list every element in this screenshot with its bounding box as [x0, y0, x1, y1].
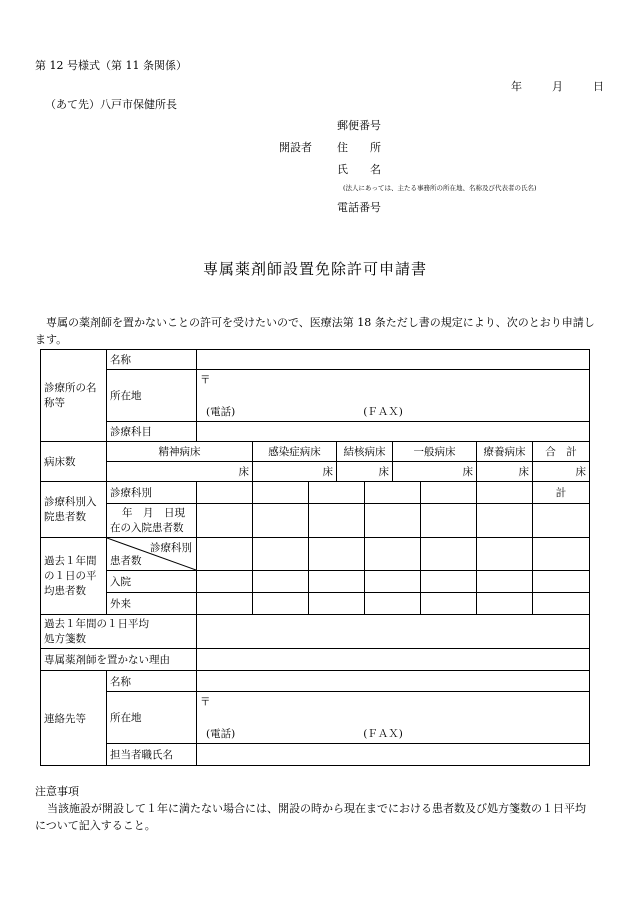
postal-mark: 〒 [200, 374, 211, 386]
avg-dept-4[interactable] [365, 538, 421, 571]
avg-outpatient-6[interactable] [477, 593, 533, 615]
avg-dept-5[interactable] [421, 538, 477, 571]
notes-text: 当該施設が開設して１年に満たない場合には、開設の時から現在までにおける患者数及び処方箋数の１日平均について記入すること。 [35, 802, 586, 832]
contact-fax-label: (ＦＡＸ) [363, 727, 403, 740]
bed-count-psychiatric[interactable]: 床 [107, 462, 253, 482]
date-year-label: 年 [511, 80, 522, 93]
bed-type-general: 一般病床 [393, 442, 477, 462]
phone-label: 電話番号 [337, 201, 381, 214]
avg-outpatient-3[interactable] [309, 593, 365, 615]
avg-inpatient-6[interactable] [477, 571, 533, 593]
current-inpatients-6[interactable] [477, 504, 533, 538]
avg-dept-3[interactable] [309, 538, 365, 571]
postal-code-label: 郵便番号 [337, 119, 381, 132]
clinic-postal-field[interactable] [197, 370, 590, 402]
current-inpatients-2[interactable] [253, 504, 309, 538]
contact-name-label: 名称 [107, 671, 197, 692]
dept-col-6[interactable] [477, 482, 533, 504]
avg-dept-1[interactable] [197, 538, 253, 571]
contact-phone-field[interactable] [197, 724, 590, 744]
current-inpatients-4[interactable] [365, 504, 421, 538]
avg-patients-group-label: 過去１年間の１日の平均患者数 [41, 538, 107, 615]
avg-outpatient-1[interactable] [197, 593, 253, 615]
reason-field[interactable] [197, 649, 590, 671]
address-label: 住 所 [337, 141, 381, 154]
avg-inpatient-2[interactable] [253, 571, 309, 593]
contact-name-field[interactable] [197, 671, 590, 692]
current-inpatients-3[interactable] [309, 504, 365, 538]
current-inpatients-1[interactable] [197, 504, 253, 538]
avg-inpatient-4[interactable] [365, 571, 421, 593]
avg-inpatient-5[interactable] [421, 571, 477, 593]
beds-group-label: 病床数 [41, 442, 107, 482]
name-label: 氏 名 [337, 163, 381, 176]
bed-type-infectious: 感染症病床 [253, 442, 337, 462]
avg-dept-2[interactable] [253, 538, 309, 571]
avg-inpatient-3[interactable] [309, 571, 365, 593]
avg-prescriptions-label: 過去１年間の１日平均 処方箋数 [41, 615, 197, 649]
inpatients-group-label: 診療科別入院患者数 [41, 482, 107, 538]
dept-by-label: 診療科別 [107, 482, 197, 504]
bed-type-psychiatric: 精神病床 [107, 442, 253, 462]
document-title: 専属薬剤師設置免除許可申請書 [202, 260, 427, 278]
avg-outpatient-5[interactable] [421, 593, 477, 615]
dept-col-4[interactable] [365, 482, 421, 504]
bed-count-tuberculosis[interactable]: 床 [337, 462, 393, 482]
person-label: 担当者職氏名 [107, 744, 197, 766]
bed-type-tuberculosis: 結核病床 [337, 442, 393, 462]
contact-postal-field[interactable] [197, 692, 590, 724]
avg-outpatient-total[interactable] [533, 593, 590, 615]
bed-count-general[interactable]: 床 [393, 462, 477, 482]
avg-dept-total[interactable] [533, 538, 590, 571]
avg-prescriptions-field[interactable] [197, 615, 590, 649]
bed-count-longterm[interactable]: 床 [477, 462, 533, 482]
date-month-label: 月 [552, 80, 563, 93]
outpatient-label: 外来 [107, 593, 197, 615]
clinic-group-label: 診療所の名称等 [41, 350, 107, 442]
contact-group-label: 連絡先等 [41, 671, 107, 766]
current-inpatients-label: 年 月 日現 在の入院患者数 [107, 504, 197, 538]
current-inpatients-5[interactable] [421, 504, 477, 538]
avg-outpatient-2[interactable] [253, 593, 309, 615]
reason-label: 専属薬剤師を置かない理由 [41, 649, 197, 671]
intro-text: 専属の薬剤師を置かないことの許可を受けたいので、医療法第 18 条ただし書の規定により、次のとおり申請します。 [35, 316, 595, 346]
departments-label: 診療科目 [107, 422, 197, 442]
fax-label: (ＦＡＸ) [363, 405, 403, 418]
dept-col-3[interactable] [309, 482, 365, 504]
dept-col-5[interactable] [421, 482, 477, 504]
corporation-note: (法人にあっては、主たる事務所の所在地、名称及び代表者の氏名) [343, 184, 537, 192]
clinic-name-field[interactable] [197, 350, 590, 370]
application-date [511, 78, 604, 94]
form-number: 第 12 号様式（第 11 条関係） [35, 59, 187, 72]
dept-col-2[interactable] [253, 482, 309, 504]
addressee: （あて先）八戸市保健所長 [45, 98, 177, 111]
person-field[interactable] [197, 744, 590, 766]
bed-type-total: 合 計 [533, 442, 590, 462]
contact-postal-mark: 〒 [200, 696, 211, 708]
avg-outpatient-4[interactable] [365, 593, 421, 615]
inpatient-label: 入院 [107, 571, 197, 593]
bed-count-infectious[interactable]: 床 [253, 462, 337, 482]
departments-field[interactable] [197, 422, 590, 442]
clinic-name-label: 名称 [107, 350, 197, 370]
date-day-label: 日 [593, 80, 604, 93]
current-inpatients-total[interactable] [533, 504, 590, 538]
applicant-label: 開設者 [279, 141, 312, 154]
diagonal-header-cell [107, 538, 197, 571]
application-form [40, 349, 590, 766]
clinic-contact-field[interactable] [197, 402, 590, 422]
avg-inpatient-total[interactable] [533, 571, 590, 593]
contact-tel-label: (電話) [206, 727, 236, 740]
notes-heading: 注意事項 [35, 785, 79, 798]
diag-top-label: 診療科別 [150, 542, 192, 554]
clinic-location-label: 所在地 [107, 370, 197, 422]
dept-total-label: 計 [533, 482, 590, 504]
bed-count-total[interactable]: 床 [533, 462, 590, 482]
avg-dept-6[interactable] [477, 538, 533, 571]
contact-location-label: 所在地 [107, 692, 197, 744]
bed-type-longterm: 療養病床 [477, 442, 533, 462]
diag-bottom-label: 患者数 [110, 555, 142, 567]
dept-col-1[interactable] [197, 482, 253, 504]
avg-inpatient-1[interactable] [197, 571, 253, 593]
tel-label: (電話) [206, 405, 236, 418]
